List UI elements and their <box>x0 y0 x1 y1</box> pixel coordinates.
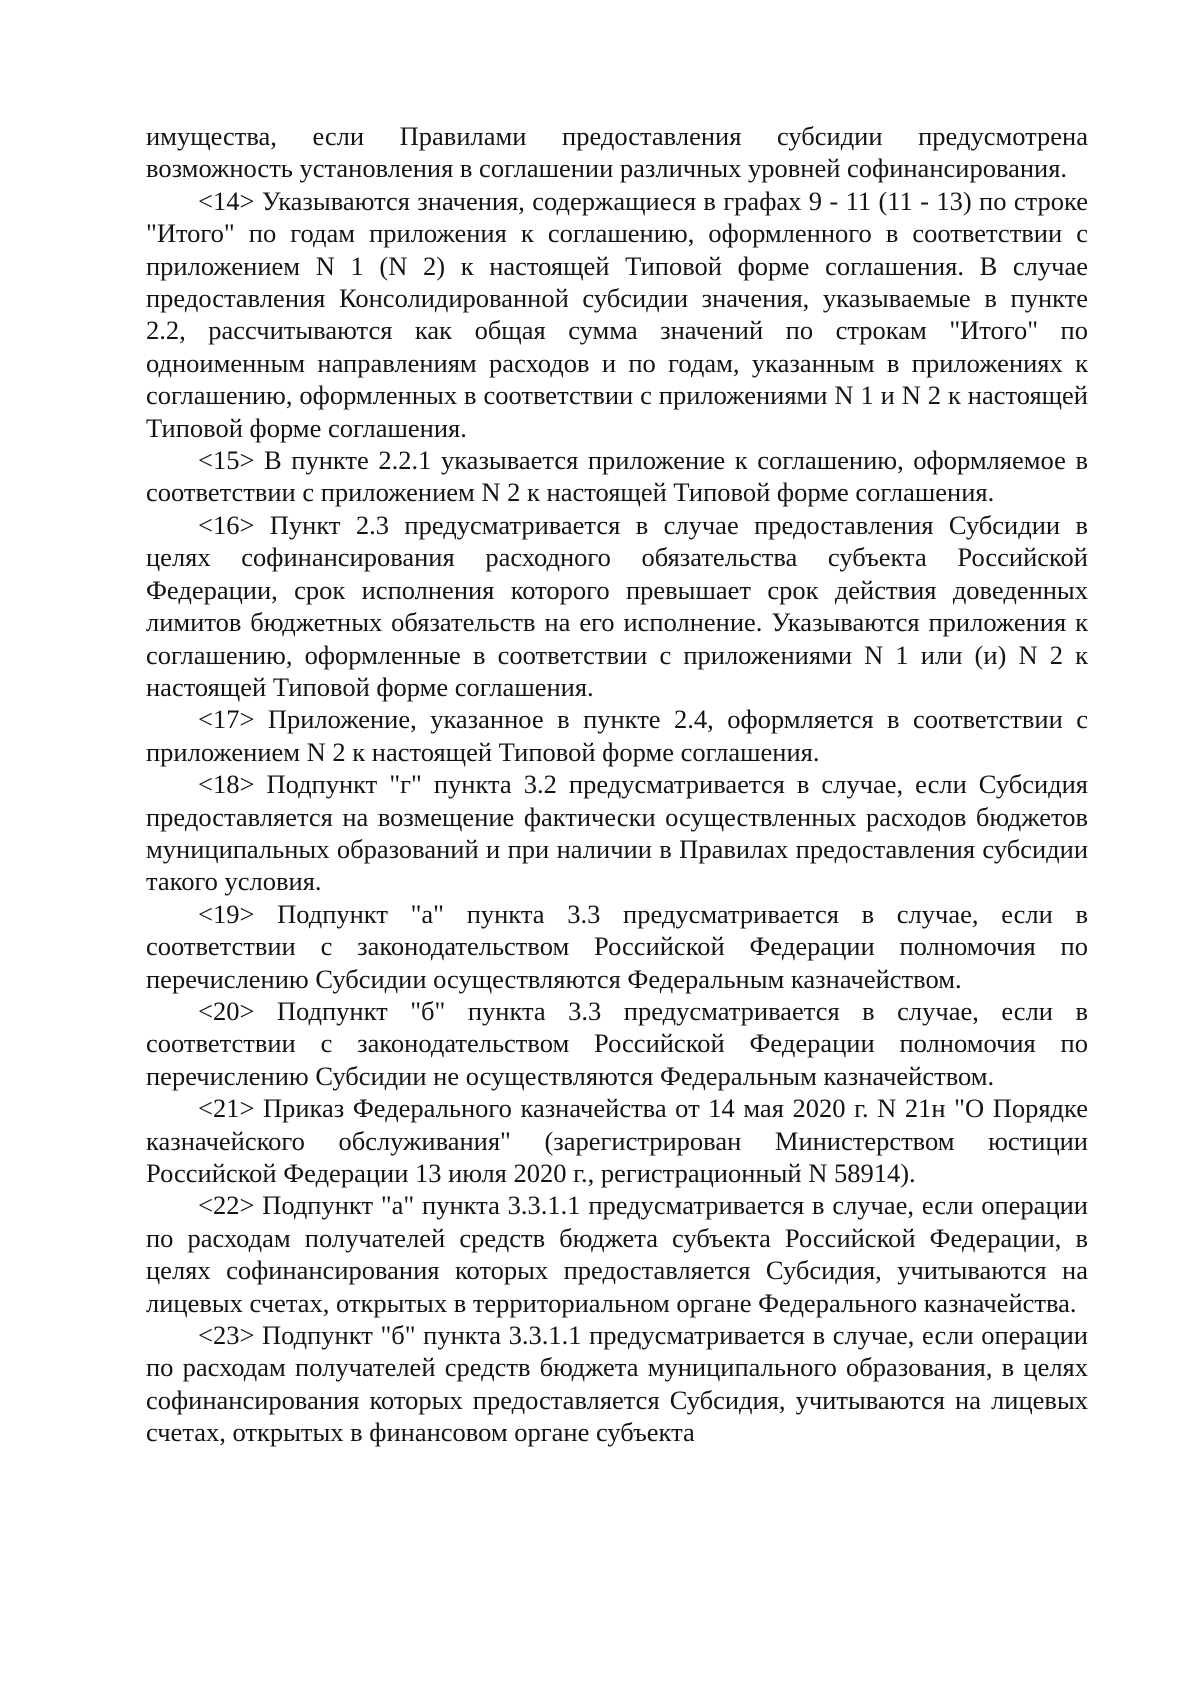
footnote-17: <17> Приложение, указанное в пункте 2.4, оформляется в соответствии с приложением N 2 к настоящей Типовой форме соглашения. <box>146 704 1088 767</box>
paragraph-continuation: имущества, если Правилами предоставления субсидии предусмотрена возможность установления в соглашении различных уровней софинансирования. <box>146 121 1088 184</box>
footnote-20: <20> Подпункт "б" пункта 3.3 предусматривается в случае, если в соответствии с законодательством Российской Федерации полномочия по перечислению Субсидии не осуществляются Федеральным казначейством. <box>146 995 1088 1091</box>
footnote-22: <22> Подпункт "а" пункта 3.3.1.1 предусматривается в случае, если операции по расходам получателей средств бюджета субъекта Российской Федерации, в целях софинансирования которых предоставляется Субсидия, учитываются на лицевых счетах, открытых в территориальном органе Федерального казначейства. <box>146 1190 1088 1318</box>
footnote-18: <18> Подпункт "г" пункта 3.2 предусматривается в случае, если Субсидия предоставляется на возмещение фактически осуществленных расходов бюджетов муниципальных образований и при наличии в Правилах предоставления субсидии такого условия. <box>146 769 1088 897</box>
document-body <box>146 120 1088 1449</box>
footnote-15: <15> В пункте 2.2.1 указывается приложение к соглашению, оформляемое в соответствии с приложением N 2 к настоящей Типовой форме соглашения. <box>146 445 1088 508</box>
footnote-23: <23> Подпункт "б" пункта 3.3.1.1 предусматривается в случае, если операции по расходам получателей средств бюджета муниципального образования, в целях софинансирования которых предоставляется Субсидия, учитываются на лицевых счетах, открытых в финансовом органе субъекта <box>146 1320 1088 1448</box>
footnote-21: <21> Приказ Федерального казначейства от 14 мая 2020 г. N 21н "О Порядке казначейского обслуживания" (зарегистрирован Министерством юстиции Российской Федерации 13 июля 2020 г., регистрационный N 58914). <box>146 1093 1088 1188</box>
footnote-16: <16> Пункт 2.3 предусматривается в случае предоставления Субсидии в целях софинансирования расходного обязательства субъекта Российской Федерации, срок исполнения которого превышает срок действия доведенных лимитов бюджетных обязательств на его исполнение. Указываются приложения к соглашению, оформленные в соответствии с приложениями N 1 или (и) N 2 к настоящей Типовой форме соглашения. <box>146 509 1088 702</box>
footnote-14: <14> Указываются значения, содержащиеся в графах 9 - 11 (11 - 13) по строке "Итого" по годам приложения к соглашению, оформленного в соответствии с приложением N 1 (N 2) к настоящей Типовой форме соглашения. В случае предоставления Консолидированной субсидии значения, указываемые в пункте 2.2, рассчитываются как общая сумма значений по строкам "Итого" по одноименным направлениям расходов и по годам, указанным в приложениях к соглашению, оформленных в соответствии с приложениями N 1 и N 2 к настоящей Типовой форме соглашения. <box>146 185 1088 443</box>
footnote-19: <19> Подпункт "а" пункта 3.3 предусматривается в случае, если в соответствии с законодательством Российской Федерации полномочия по перечислению Субсидии осуществляются Федеральным казначейством. <box>146 898 1088 994</box>
